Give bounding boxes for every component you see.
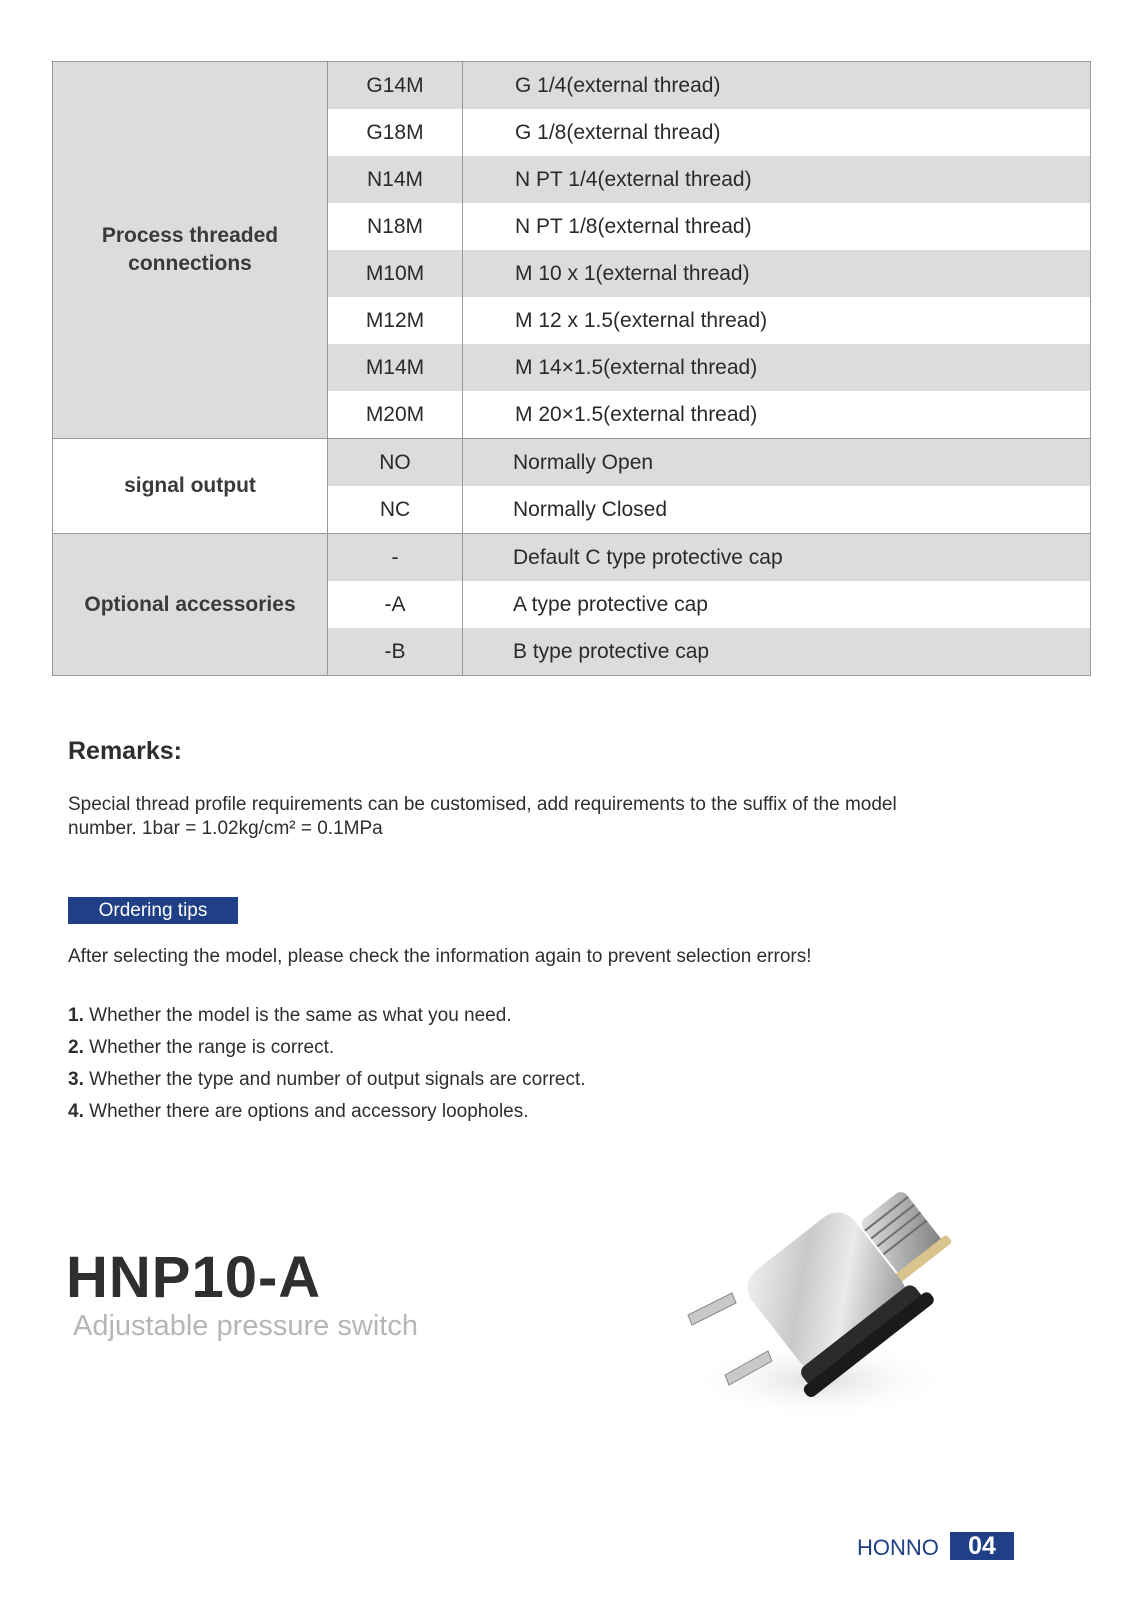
row-code: M14M bbox=[328, 344, 463, 391]
row-description: M 14×1.5(external thread) bbox=[463, 344, 1091, 391]
group-label-signal-output: signal output bbox=[53, 439, 328, 534]
row-description: M 10 x 1(external thread) bbox=[463, 250, 1091, 297]
group-label-process-threaded-connections: Process threaded connections bbox=[53, 62, 328, 439]
spec-table bbox=[52, 61, 1091, 676]
pressure-switch-product-image bbox=[670, 1175, 990, 1435]
page-number: 04 bbox=[950, 1532, 1014, 1560]
product-subtitle: Adjustable pressure switch bbox=[73, 1310, 418, 1342]
row-description: B type protective cap bbox=[463, 628, 1091, 676]
row-code: G18M bbox=[328, 109, 463, 156]
list-item: 2. Whether the range is correct. bbox=[68, 1037, 335, 1058]
row-code: M10M bbox=[328, 250, 463, 297]
row-code: -A bbox=[328, 581, 463, 628]
row-description: G 1/4(external thread) bbox=[463, 62, 1091, 110]
row-description: Default C type protective cap bbox=[463, 534, 1091, 582]
list-item: 4. Whether there are options and accessory loopholes. bbox=[68, 1101, 529, 1122]
list-item: 1. Whether the model is the same as what you need. bbox=[68, 1005, 512, 1026]
row-code: NC bbox=[328, 486, 463, 534]
row-code: M12M bbox=[328, 297, 463, 344]
row-description: M 20×1.5(external thread) bbox=[463, 391, 1091, 439]
row-description: A type protective cap bbox=[513, 592, 708, 616]
group-label-optional-accessories: Optional accessories bbox=[53, 534, 328, 676]
row-code: G14M bbox=[328, 62, 463, 110]
table-row bbox=[53, 62, 1091, 110]
row-code: NO bbox=[328, 439, 463, 487]
row-code: M20M bbox=[328, 391, 463, 439]
row-description: M 12 x 1.5(external thread) bbox=[515, 308, 768, 332]
row-code: -B bbox=[328, 628, 463, 676]
ordering-tips-list bbox=[68, 1000, 586, 1128]
brand-name: HONNO bbox=[857, 1535, 939, 1560]
row-description: G 1/8(external thread) bbox=[515, 120, 721, 144]
remarks-title: Remarks: bbox=[68, 737, 182, 765]
table-row bbox=[53, 439, 1091, 487]
row-description: N PT 1/4(external thread) bbox=[463, 156, 1091, 203]
ordering-tips-intro: After selecting the model, please check the information again to prevent selection errors! bbox=[68, 946, 812, 967]
product-model-name: HNP10-A bbox=[66, 1245, 322, 1310]
table-row bbox=[53, 534, 1091, 582]
row-code: - bbox=[328, 534, 463, 582]
row-description: Normally Open bbox=[463, 439, 1091, 487]
ordering-tips-badge: Ordering tips bbox=[68, 897, 238, 924]
list-item: 3. Whether the type and number of output signals are correct. bbox=[68, 1069, 586, 1090]
row-code: N18M bbox=[328, 203, 463, 250]
row-description: Normally Closed bbox=[463, 486, 1091, 534]
remarks-text: Special thread profile requirements can be customised, add requirements to the suffix of the model number. 1bar = 1.02kg/cm² = 0.1MPa bbox=[68, 794, 897, 839]
row-code: N14M bbox=[328, 156, 463, 203]
row-description: N PT 1/8(external thread) bbox=[515, 214, 752, 238]
